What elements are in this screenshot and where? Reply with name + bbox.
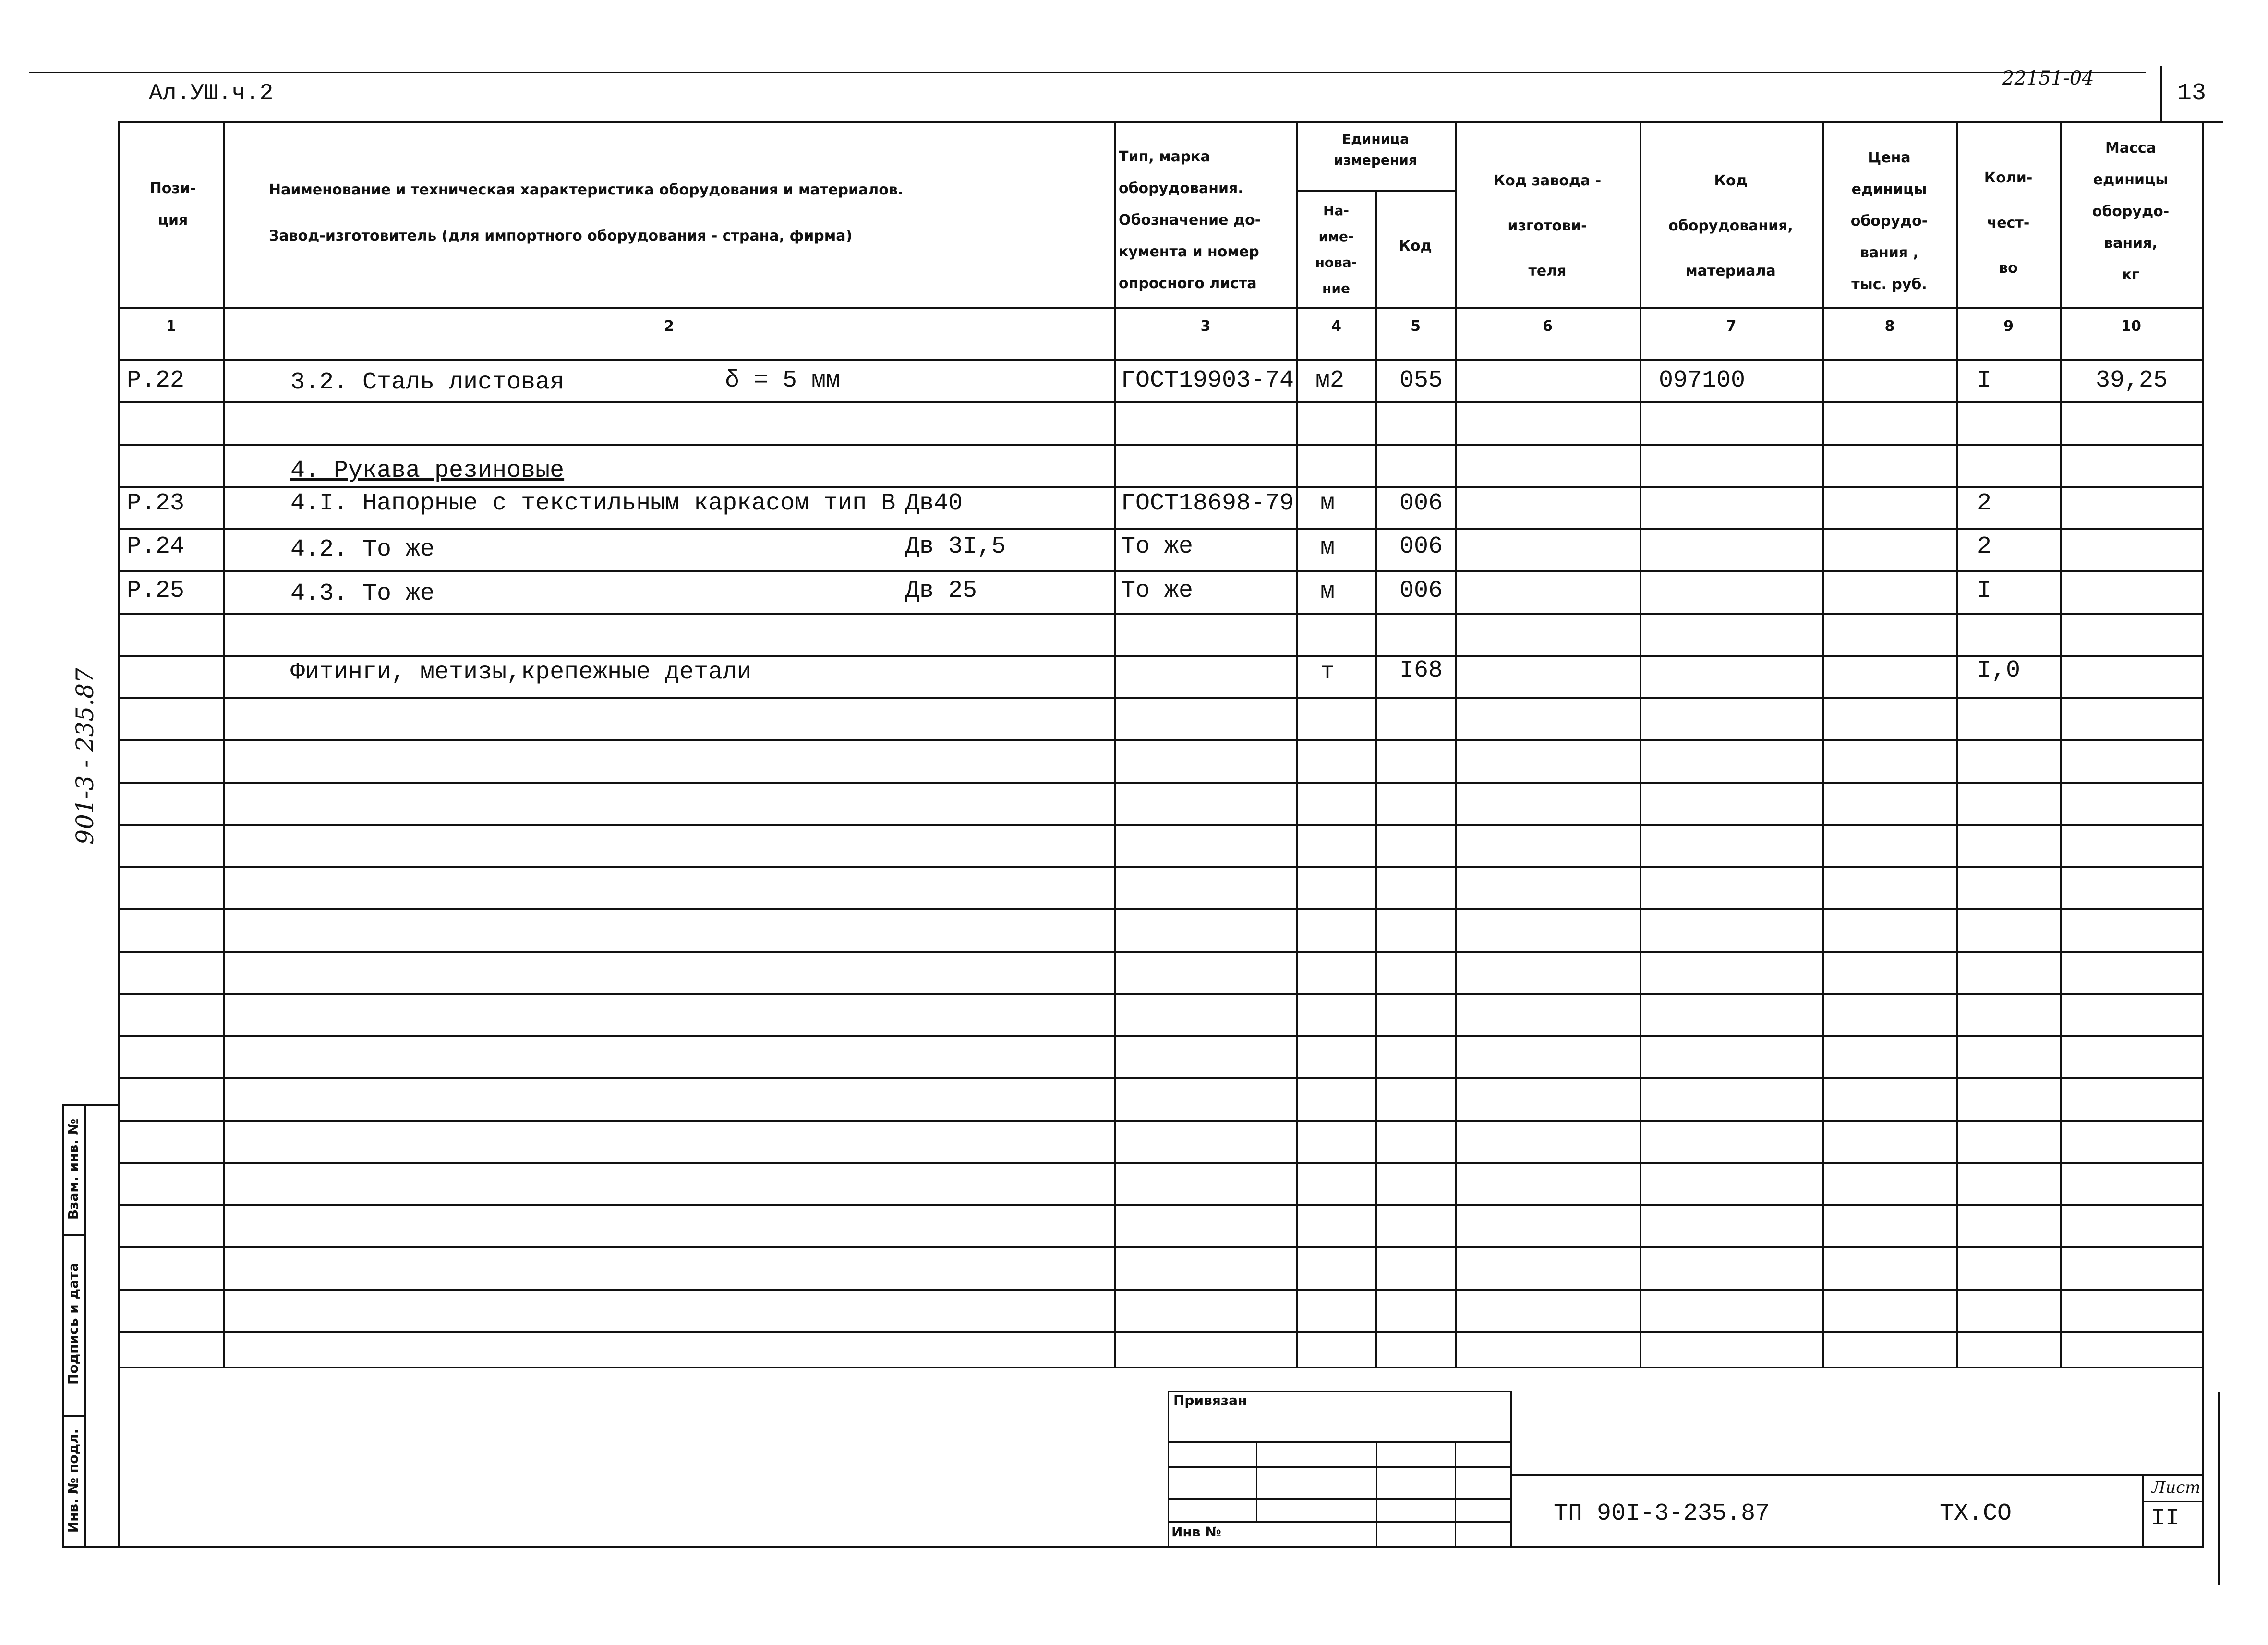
row-line [118, 486, 2204, 488]
stamp-side-inner [84, 1104, 86, 1547]
header-col1-line: Пози- [149, 180, 196, 197]
row-line [118, 908, 2204, 910]
top-border-line [29, 72, 2146, 73]
header-col10-line: оборудо- [2092, 203, 2170, 220]
header-col9-line: чест- [1987, 215, 2030, 231]
stamp-attached-left [1168, 1391, 1169, 1547]
row-line [118, 528, 2204, 530]
cell-unit: м2 [1315, 367, 1345, 394]
header-col6-line: изготови- [1508, 218, 1587, 234]
cell-position: Р.22 [127, 367, 185, 394]
stamp-grid-col [1455, 1441, 1456, 1546]
header-col6-line: теля [1528, 263, 1567, 279]
header-col6-line: Код завода - [1493, 172, 1602, 189]
row-line [118, 1162, 2204, 1164]
header-col1 [127, 173, 218, 236]
header-col8-line: тыс. руб. [1851, 276, 1927, 293]
stamp-grid-line [1168, 1521, 1511, 1523]
stamp-side-outer [62, 1104, 64, 1547]
header-col3-line: Обозначение до- [1119, 212, 1261, 229]
cell-code: 006 [1399, 577, 1443, 605]
cell-unit: м [1320, 490, 1335, 517]
frame-right [2202, 121, 2204, 1547]
column-number: 4 [1331, 318, 1341, 335]
column-numbers-bottom [118, 359, 2204, 361]
header-col2-line: Наименование и техническая характеристика оборудования и материалов. [269, 181, 904, 198]
column-number: 5 [1411, 318, 1421, 335]
row-line [118, 1077, 2204, 1079]
unit-group-divider [1296, 190, 1455, 192]
row-line [118, 655, 2204, 657]
cell-extra: Дв40 [905, 490, 963, 517]
header-col7-line: оборудования, [1668, 218, 1793, 234]
header-col8 [1824, 142, 1954, 301]
page-number: 13 [2177, 80, 2207, 107]
row-line [118, 444, 2204, 446]
cell-code: I68 [1399, 657, 1443, 684]
stamp-grid-line [1168, 1441, 1511, 1443]
header-col2 [269, 167, 1085, 259]
stamp-inventory-label: Инв № [1171, 1524, 1221, 1540]
document-section: ТХ.СО [1940, 1500, 2012, 1527]
stamp-box-original-inventory: Инв. № подл. [65, 1428, 81, 1533]
cell-mass: 39,25 [2096, 367, 2168, 394]
column-number: 7 [1726, 318, 1737, 335]
header-col7-line: материала [1686, 263, 1776, 279]
header-col10-line: единицы [2093, 171, 2169, 188]
header-col6 [1457, 158, 1638, 294]
cell-equipment-code: 097100 [1659, 367, 1746, 394]
row-line [118, 1246, 2204, 1248]
row-line [118, 824, 2204, 826]
cell-unit: м [1320, 578, 1335, 605]
stamp-attached-label: Привязан [1173, 1392, 1247, 1408]
header-col8-line: Цена [1868, 149, 1911, 166]
header-col3-line: опросного листа [1119, 275, 1257, 292]
header-col9-line: Коли- [1984, 169, 2033, 186]
header-col7 [1641, 158, 1820, 294]
row-line [118, 866, 2204, 868]
header-col10-line: вания, [2104, 235, 2158, 252]
header-col9-line: во [1999, 260, 2018, 277]
cell-extra: Дв 3I,5 [905, 533, 1006, 560]
row-line [118, 1331, 2204, 1333]
cell-quantity: 2 [1977, 490, 1992, 517]
row-line [118, 401, 2204, 403]
cell-quantity: 2 [1977, 533, 1992, 560]
column-number: 9 [2003, 318, 2014, 335]
row-line [118, 697, 2204, 699]
header-col10-line: кг [2122, 266, 2140, 283]
cell-position: Р.24 [127, 533, 185, 560]
row-line [118, 570, 2204, 572]
cell-extra: δ = 5 мм [725, 367, 841, 394]
section-heading: 4. Рукава резиновые [290, 457, 565, 484]
cell-code: 055 [1399, 367, 1443, 394]
column-number: 1 [166, 318, 176, 335]
cell-name: 4.2. То же [290, 536, 435, 563]
table-body-bottom [118, 1367, 2204, 1368]
stamp-grid-col [1256, 1441, 1257, 1521]
header-unit-group [1298, 129, 1453, 171]
row-line [118, 1289, 2204, 1291]
cell-name: 4.3. То же [290, 580, 435, 607]
cell-code: 006 [1399, 533, 1443, 560]
stamp-grid-col [1376, 1441, 1377, 1546]
sheet-number: II [2151, 1505, 2180, 1532]
header-col10 [2062, 133, 2200, 291]
cell-quantity: I [1977, 367, 1992, 394]
header-col4-line: На- [1323, 203, 1349, 218]
cell-position: Р.25 [127, 577, 185, 605]
page-box-left [2160, 66, 2162, 122]
stamp-attached-right [1510, 1391, 1512, 1547]
row-line [118, 739, 2204, 741]
header-col3-line: кумента и номер [1119, 243, 1259, 260]
cell-type: То же [1121, 533, 1194, 560]
cell-quantity: I,0 [1977, 657, 2021, 684]
header-unit-group-line: измерения [1334, 152, 1417, 168]
cell-type: ГОСТ19903-74 [1121, 367, 1294, 394]
cell-unit: т [1320, 659, 1335, 686]
cell-name: 3.2. Сталь листовая [290, 369, 565, 396]
header-unit-group-line: Единица [1342, 131, 1409, 147]
header-col1-line: ция [157, 212, 188, 229]
row-line [118, 1120, 2204, 1122]
sheet-box-divider [2142, 1501, 2202, 1502]
stamp-box-signature-date: Подпись и дата [65, 1262, 81, 1385]
row-line [118, 993, 2204, 995]
sheet-label: Лист [2152, 1478, 2201, 1497]
frame-bottom [118, 1546, 2204, 1548]
handwritten-number: 22151-04 [2002, 67, 2094, 89]
right-edge-mark [2218, 1392, 2220, 1585]
stamp-title-top [1510, 1474, 2202, 1476]
album-label: Ал.УШ.ч.2 [149, 81, 274, 107]
header-col3-line: оборудования. [1119, 180, 1243, 197]
row-line [118, 1204, 2204, 1206]
header-col8-line: вания , [1859, 244, 1919, 261]
header-col7-line: Код [1714, 172, 1748, 189]
col-sep-4 [1375, 190, 1377, 1367]
column-number: 6 [1543, 318, 1553, 335]
header-col4-line: ние [1322, 280, 1350, 296]
header-col10-line: Масса [2105, 140, 2156, 157]
frame-left [118, 121, 120, 1547]
header-col9 [1958, 156, 2058, 291]
stamp-grid-line [1168, 1498, 1511, 1500]
header-col5: Код [1399, 238, 1432, 254]
column-number: 3 [1200, 318, 1211, 335]
stamp-attached-top [1168, 1391, 1511, 1392]
header-col8-line: оборудо- [1850, 213, 1928, 230]
stamp-side-bottom [62, 1546, 118, 1548]
stamp-box-replace-inventory: Взам. инв. № [65, 1118, 81, 1220]
document-code: ТП 90I-3-235.87 [1554, 1500, 1770, 1527]
header-col8-line: единицы [1851, 181, 1927, 198]
header-col3-line: Тип, марка [1119, 148, 1210, 165]
column-number: 2 [664, 318, 674, 335]
row-line [118, 1035, 2204, 1037]
column-number: 10 [2121, 318, 2141, 335]
cell-type: ГОСТ18698-79 [1121, 490, 1294, 517]
header-col3 [1119, 141, 1291, 300]
cell-type: То же [1121, 577, 1194, 605]
sheet-box-left [2142, 1474, 2144, 1547]
cell-position: Р.23 [127, 490, 185, 517]
cell-extra: Дв 25 [905, 577, 977, 605]
cell-unit: м [1320, 534, 1335, 561]
header-bottom [118, 307, 2204, 309]
cell-code: 006 [1399, 490, 1443, 517]
column-number: 8 [1884, 318, 1895, 335]
row-line [118, 613, 2204, 615]
cell-name: 4.I. Напорные с текстильным каркасом тип В [290, 490, 896, 517]
cell-name: Фитинги, метизы,крепежные детали [290, 659, 752, 686]
side-vertical-code: 901-3 - 235.87 [71, 668, 99, 845]
header-col4-line: име- [1318, 229, 1354, 244]
stamp-grid-line [1168, 1466, 1511, 1468]
frame-top [118, 121, 2204, 123]
cell-quantity: I [1977, 577, 1992, 605]
header-col4-line: нова- [1315, 254, 1357, 270]
header-col4 [1298, 198, 1374, 302]
row-line [118, 951, 2204, 953]
header-col2-line: Завод-изготовитель (для импортного оборудования - страна, фирма) [269, 228, 853, 244]
row-line [118, 782, 2204, 784]
